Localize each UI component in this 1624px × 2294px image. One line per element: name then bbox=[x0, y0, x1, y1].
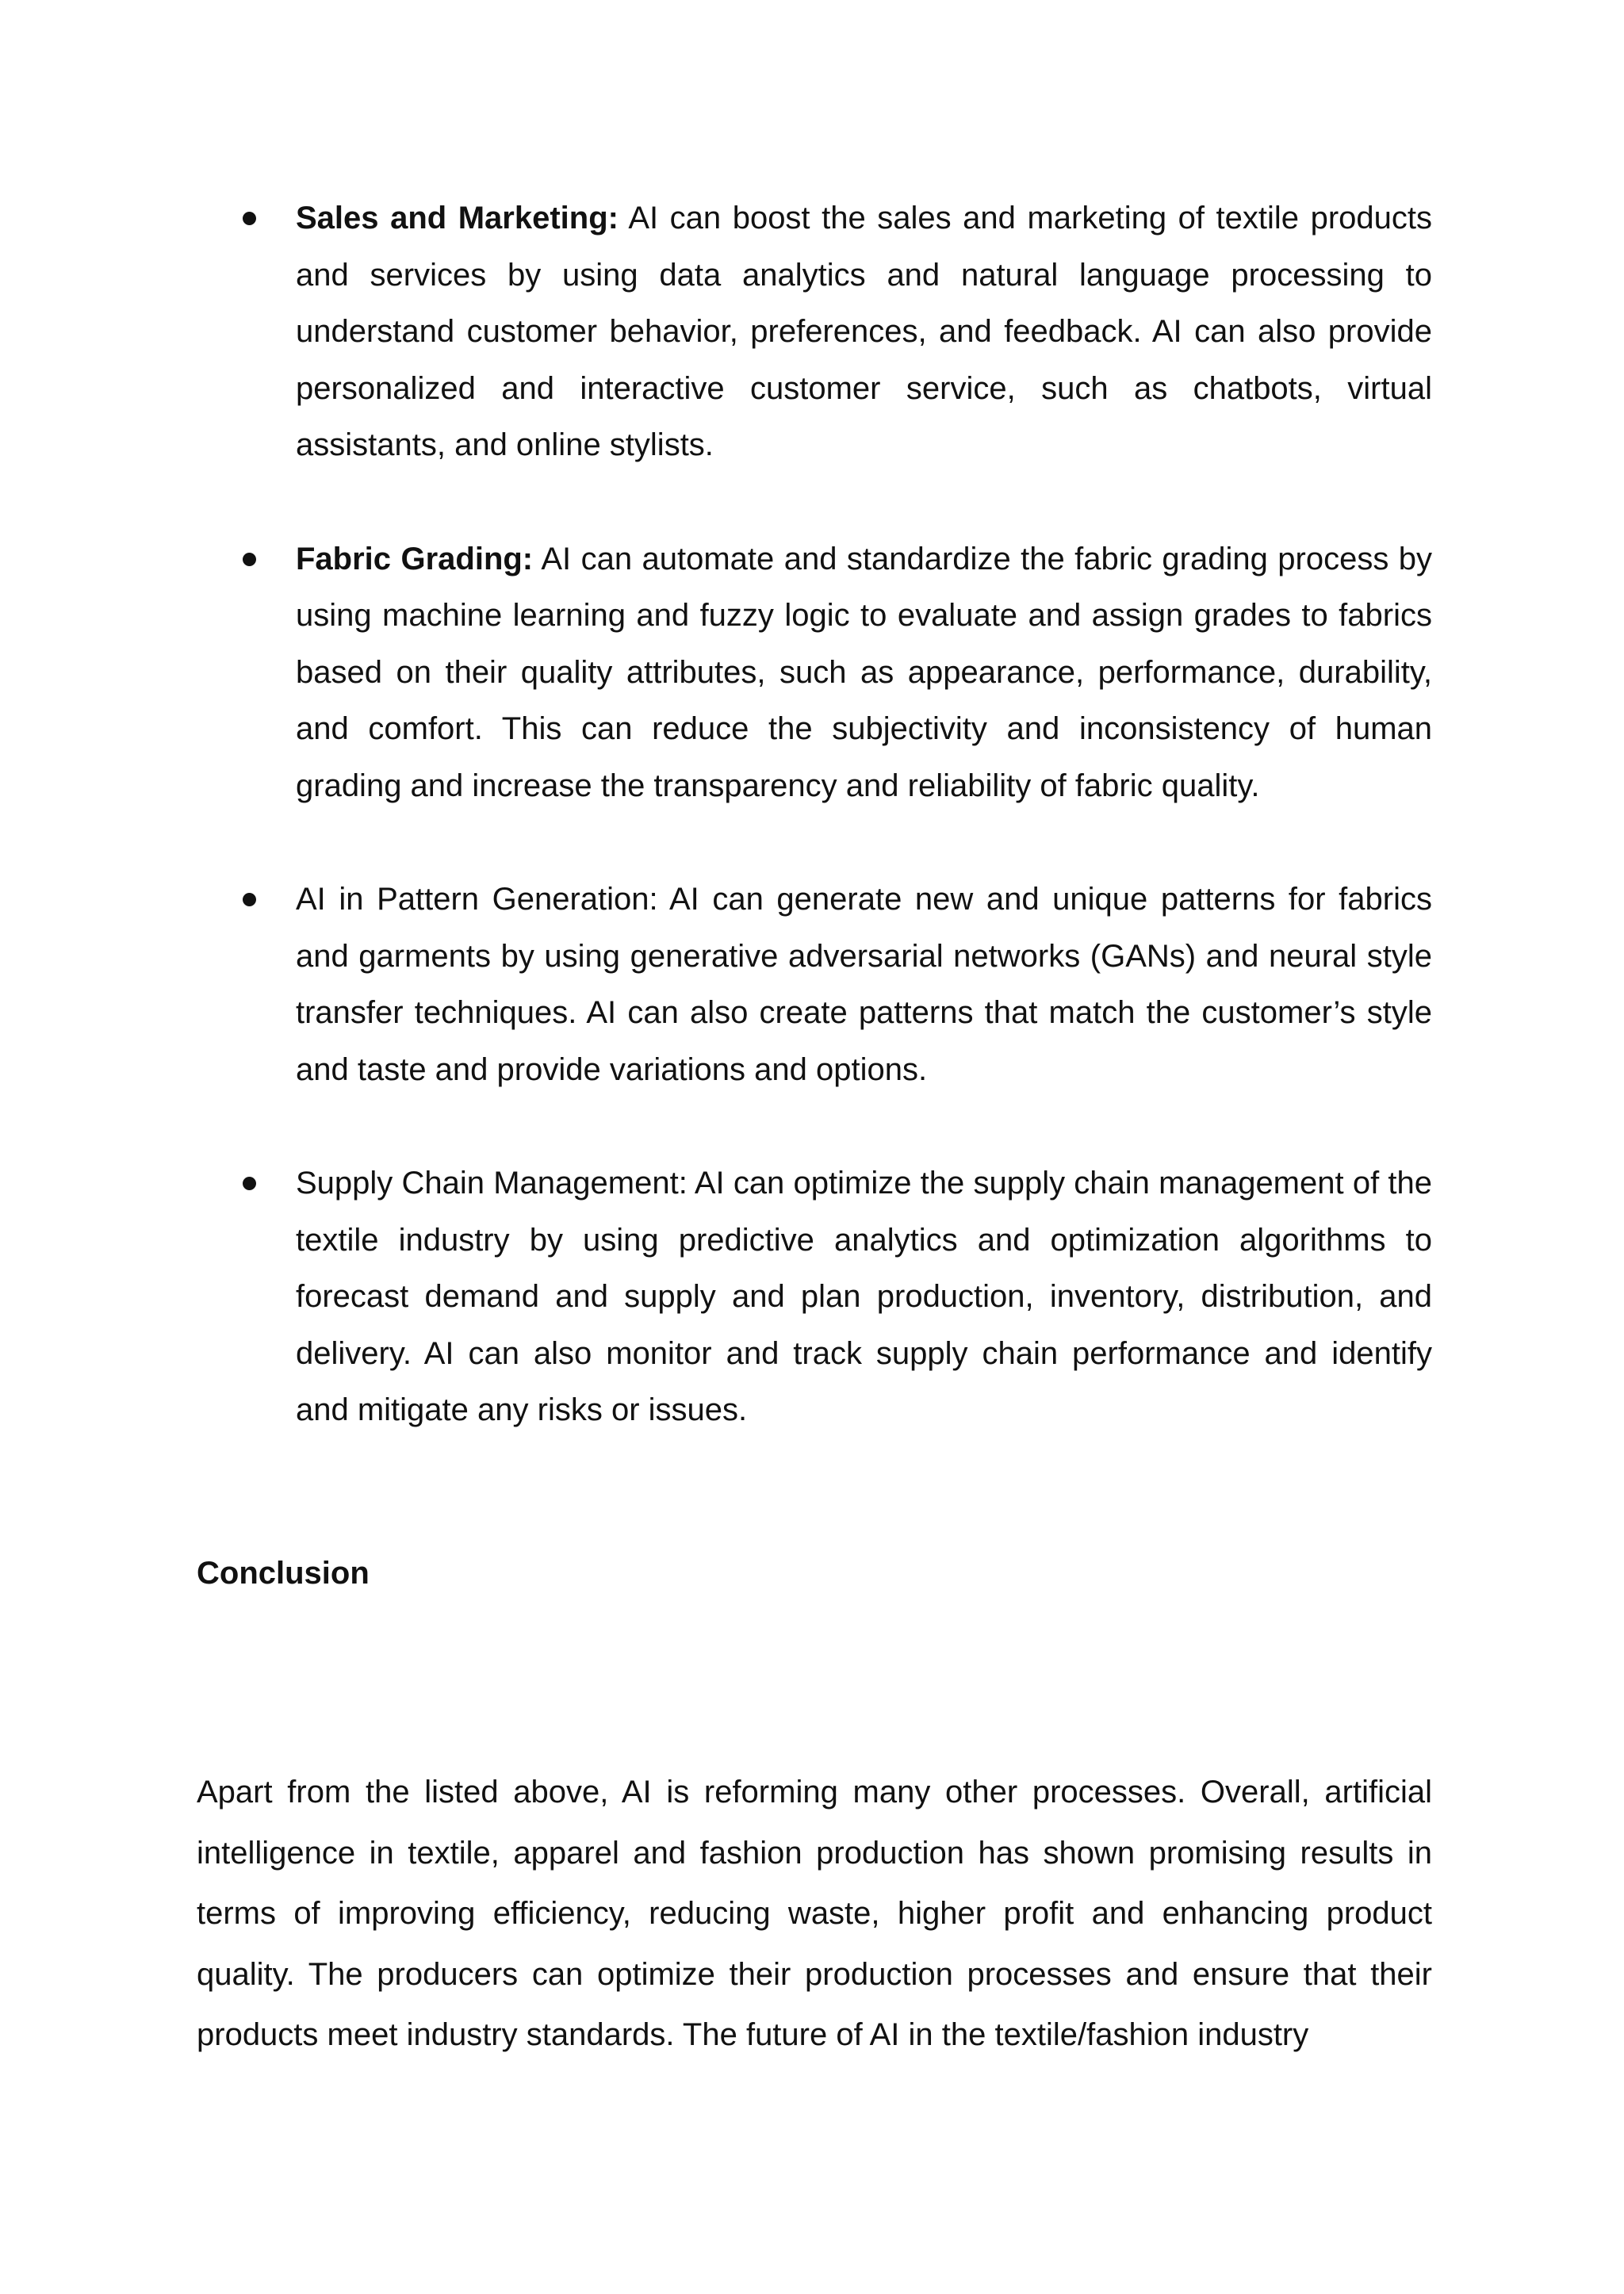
bullet-dot-icon bbox=[243, 553, 256, 566]
bullet-term: Fabric Grading: bbox=[296, 541, 534, 576]
bullet-text bbox=[296, 871, 1432, 1098]
bullet-dot-icon bbox=[243, 1177, 256, 1190]
conclusion-heading: Conclusion bbox=[197, 1556, 370, 1591]
bullet-text bbox=[296, 1155, 1432, 1439]
bullet-item-sales-marketing bbox=[243, 190, 1432, 474]
bullet-dot-icon bbox=[243, 893, 256, 906]
bullet-text bbox=[296, 531, 1432, 815]
bullet-body: AI can automate and standardize the fabric grading process by using machine learning and fuzzy logic to evaluate and assign grades to fabrics based on their quality attributes, such as appearance, performance, durability, and comfort. This can reduce the subjectivity and inconsistency of human grading and increase the transparency and reliability of fabric quality. bbox=[296, 541, 1433, 803]
bullet-body: Supply Chain Management: AI can optimize the supply chain management of the textile industry by using predictive analytics and optimization algorithms to forecast demand and supply and plan production, inventory, distribution, and delivery. AI can also monitor and track supply chain performance and identify and mitigate any risks or issues. bbox=[296, 1166, 1432, 1428]
bullet-term: Sales and Marketing: bbox=[296, 201, 619, 236]
bullet-item-fabric-grading bbox=[243, 531, 1432, 815]
bullet-dot-icon bbox=[243, 212, 256, 225]
bullet-body: AI can boost the sales and marketing of textile products and services by using data analytics and natural language processing to understand customer behavior, preferences, and feedback. AI can also provide personalized and interactive customer service, such as chatbots, virtual assistants, and online stylists. bbox=[296, 201, 1432, 463]
bullet-list bbox=[243, 190, 1432, 1439]
conclusion-paragraph: Apart from the listed above, AI is reforming many other processes. Overall, artificial intelligence in textile, apparel and fashion production has shown promising results in terms of improving efficiency, reducing waste, higher profit and enhancing product quality. The producers can optimize their production processes and ensure that their products meet industry standards. The future of AI in the textile/fashion industry bbox=[197, 1775, 1432, 2052]
bullet-item-pattern-generation bbox=[243, 871, 1432, 1098]
bullet-body: AI in Pattern Generation: AI can generate new and unique patterns for fabrics and garments by using generative adversarial networks (GANs) and neural style transfer techniques. AI can also create patterns that match the customer’s style and taste and provide variations and options. bbox=[296, 882, 1432, 1087]
bullet-item-supply-chain bbox=[243, 1155, 1432, 1439]
bullet-text bbox=[296, 190, 1432, 474]
